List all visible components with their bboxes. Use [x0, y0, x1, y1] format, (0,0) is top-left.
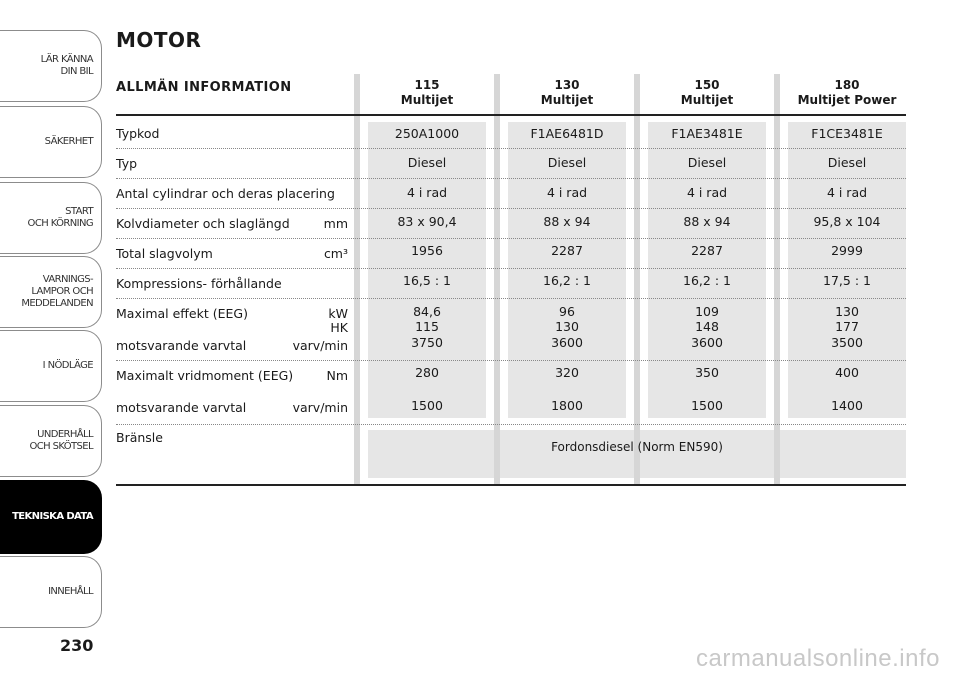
row-unit-power-rpm: varv/min	[292, 338, 348, 353]
row-label-bore: Kolvdiameter och slaglängd	[116, 216, 290, 231]
footer-rule	[116, 484, 906, 486]
cell-bore: 88 x 94	[683, 214, 731, 229]
cell-torque: 350	[695, 365, 719, 380]
row-divider	[116, 178, 906, 179]
cell-power-kw: 109	[695, 304, 719, 319]
cell-bore: 83 x 90,4	[397, 214, 457, 229]
cell-compression: 17,5 : 1	[823, 273, 871, 288]
cell-typ: Diesel	[407, 155, 447, 170]
row-divider	[116, 424, 906, 425]
column-header	[642, 78, 772, 108]
cell-power-hk: 130	[555, 319, 579, 334]
column-header-model: 130	[554, 78, 580, 92]
column-header-engine: Multijet Power	[797, 93, 897, 107]
column-header	[782, 78, 912, 108]
column-header	[502, 78, 632, 108]
nav-tab-lar-kanna[interactable]: LÄR KÄNNA DIN BIL	[0, 30, 102, 102]
row-divider	[116, 360, 906, 361]
nav-tab-sakerhet[interactable]: SÄKERHET	[0, 106, 102, 178]
cell-bore: 95,8 x 104	[813, 214, 881, 229]
cell-torque-rpm: 1400	[831, 398, 863, 413]
cell-power-kw: 84,6	[413, 304, 441, 319]
cell-compression: 16,2 : 1	[683, 273, 731, 288]
row-label-compression: Kompressions- förhållande	[116, 276, 282, 291]
column-header-engine: Multijet	[680, 93, 734, 107]
column-header-model: 150	[694, 78, 720, 92]
cell-compression: 16,2 : 1	[543, 273, 591, 288]
row-label-typkod: Typkod	[116, 126, 160, 141]
row-label-power: Maximal effekt (EEG)	[116, 306, 248, 321]
row-label-power-rpm: motsvarande varvtal	[116, 338, 247, 353]
cell-typ: Diesel	[547, 155, 587, 170]
cell-power-rpm: 3600	[551, 335, 583, 350]
cell-typkod: F1AE6481D	[530, 126, 604, 141]
cell-compression: 16,5 : 1	[403, 273, 451, 288]
column-header-model: 115	[414, 78, 440, 92]
cell-power-rpm: 3750	[411, 335, 443, 350]
cell-bore: 88 x 94	[543, 214, 591, 229]
cell-volume: 2999	[831, 243, 863, 258]
page-title: MOTOR	[116, 28, 202, 52]
row-divider	[116, 208, 906, 209]
cell-typ: Diesel	[827, 155, 867, 170]
cell-torque-rpm: 1500	[691, 398, 723, 413]
row-label-torque-rpm: motsvarande varvtal	[116, 400, 247, 415]
row-label-fuel: Bränsle	[116, 430, 163, 445]
column-header-engine: Multijet	[400, 93, 454, 107]
cell-power-rpm: 3600	[691, 335, 723, 350]
cell-cylinders: 4 i rad	[406, 185, 448, 200]
row-unit-torque-rpm: varv/min	[292, 400, 348, 415]
row-unit-volume: cm³	[323, 246, 348, 261]
cell-torque: 400	[835, 365, 859, 380]
cell-cylinders: 4 i rad	[546, 185, 588, 200]
row-divider	[116, 298, 906, 299]
cell-volume: 1956	[411, 243, 443, 258]
page-number: 230	[60, 636, 94, 655]
row-label-typ: Typ	[116, 156, 138, 171]
cell-typkod: 250A1000	[394, 126, 460, 141]
cell-typkod: F1AE3481E	[671, 126, 743, 141]
row-label-torque: Maximalt vridmoment (EEG)	[116, 368, 294, 383]
row-unit-hk: HK	[330, 320, 348, 335]
row-label-cylinders: Antal cylindrar och deras placering	[116, 186, 335, 201]
cell-power-hk: 177	[835, 319, 859, 334]
cell-torque: 320	[555, 365, 579, 380]
nav-tab-underhall[interactable]: UNDERHÅLL OCH SKÖTSEL	[0, 405, 102, 477]
nav-tab-tekniska-data[interactable]: TEKNISKA DATA	[0, 480, 102, 554]
row-divider	[116, 268, 906, 269]
cell-power-hk: 148	[695, 319, 719, 334]
cell-power-rpm: 3500	[831, 335, 863, 350]
nav-tab-innehall[interactable]: INNEHÅLL	[0, 556, 102, 628]
nav-tab-start[interactable]: START OCH KÖRNING	[0, 182, 102, 254]
cell-power-hk: 115	[415, 319, 439, 334]
header-rule	[116, 114, 906, 116]
row-unit-kw: kW	[328, 306, 348, 321]
cell-typ: Diesel	[687, 155, 727, 170]
column-header-model: 180	[834, 78, 860, 92]
row-label-volume: Total slagvolym	[116, 246, 213, 261]
cell-cylinders: 4 i rad	[686, 185, 728, 200]
cell-torque-rpm: 1800	[551, 398, 583, 413]
row-divider	[116, 238, 906, 239]
row-divider	[116, 148, 906, 149]
watermark: carmanualsonline.info	[696, 645, 940, 672]
cell-typkod: F1CE3481E	[811, 126, 883, 141]
row-unit-torque: Nm	[326, 368, 348, 383]
cell-power-kw: 130	[835, 304, 859, 319]
cell-fuel: Fordonsdiesel (Norm EN590)	[551, 440, 723, 454]
cell-cylinders: 4 i rad	[826, 185, 868, 200]
nav-tab-nodlage[interactable]: I NÖDLÄGE	[0, 330, 102, 402]
cell-power-kw: 96	[559, 304, 575, 319]
cell-volume: 2287	[691, 243, 723, 258]
row-unit-bore: mm	[323, 216, 348, 231]
nav-tab-varningslampor[interactable]: VARNINGS- LAMPOR OCH MEDDELANDEN	[0, 256, 102, 328]
section-title: ALLMÄN INFORMATION	[116, 80, 292, 95]
column-header-engine: Multijet	[540, 93, 594, 107]
column-header	[362, 78, 492, 108]
cell-volume: 2287	[551, 243, 583, 258]
cell-torque: 280	[415, 365, 439, 380]
cell-torque-rpm: 1500	[411, 398, 443, 413]
